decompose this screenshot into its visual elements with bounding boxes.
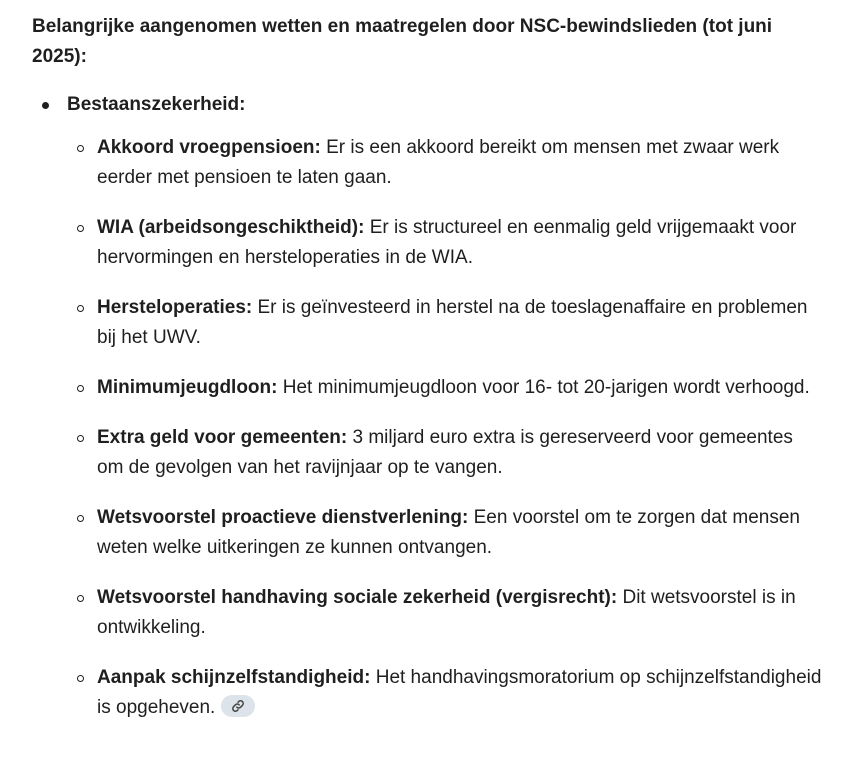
item-title: Wetsvoorstel proactieve dienstverlening: — [97, 507, 469, 528]
item-text: Er is een akkoord bereikt om mensen met zwaar werk eerder met pensioen te laten gaan. — [97, 137, 780, 188]
item-title: Wetsvoorstel handhaving sociale zekerheid (vergisrecht): — [97, 587, 618, 608]
list-item — [32, 133, 822, 193]
item-text: Een voorstel om te zorgen dat mensen weten welke uitkeringen ze kunnen ontvangen. — [97, 507, 800, 558]
filled-bullet-icon — [42, 102, 49, 109]
open-bullet-icon — [77, 305, 84, 312]
section-bestaanszekerheid — [32, 90, 832, 723]
list-item — [32, 423, 822, 483]
open-bullet-icon — [77, 515, 84, 522]
list-item — [32, 583, 822, 643]
item-title: Hersteloperaties: — [97, 297, 253, 318]
list-item — [32, 663, 822, 723]
list-item — [32, 293, 822, 353]
measure-list — [32, 133, 832, 723]
page-title: Belangrijke aangenomen wetten en maatregelen door NSC-bewindslieden (tot juni 2025): — [32, 16, 773, 67]
item-title: Aanpak schijnzelfstandigheid: — [97, 667, 371, 688]
item-title: Minimumjeugdloon: — [97, 377, 278, 398]
item-text: Er is structureel en eenmalig geld vrijgemaakt voor hervormingen en hersteloperaties in de WIA. — [97, 217, 797, 268]
item-text: Het minimumjeugdloon voor 16- tot 20-jarigen wordt verhoogd. — [277, 377, 810, 398]
item-text: Er is geïnvesteerd in herstel na de toeslagenaffaire en problemen bij het UWV. — [97, 297, 808, 348]
item-title: WIA (arbeidsongeschiktheid): — [97, 217, 365, 238]
link-icon — [231, 699, 245, 713]
open-bullet-icon — [77, 145, 84, 152]
list-item — [32, 373, 822, 403]
open-bullet-icon — [77, 385, 84, 392]
item-text: Het handhavingsmoratorium op schijnzelfstandigheid is opgeheven. — [97, 667, 822, 718]
open-bullet-icon — [77, 435, 84, 442]
open-bullet-icon — [77, 675, 84, 682]
item-text: Dit wetsvoorstel is in ontwikkeling. — [97, 587, 796, 638]
item-text: 3 miljard euro extra is gereserveerd voor gemeentes om de gevolgen van het ravijnjaar op te vangen. — [97, 427, 793, 478]
list-item — [32, 503, 822, 563]
section-title: Bestaanszekerheid: — [67, 94, 246, 115]
item-title: Akkoord vroegpensioen: — [97, 137, 321, 158]
open-bullet-icon — [77, 595, 84, 602]
source-link-button[interactable] — [221, 695, 255, 717]
open-bullet-icon — [77, 225, 84, 232]
list-item — [32, 213, 822, 273]
item-title: Extra geld voor gemeenten: — [97, 427, 348, 448]
section-title-row — [32, 90, 832, 120]
